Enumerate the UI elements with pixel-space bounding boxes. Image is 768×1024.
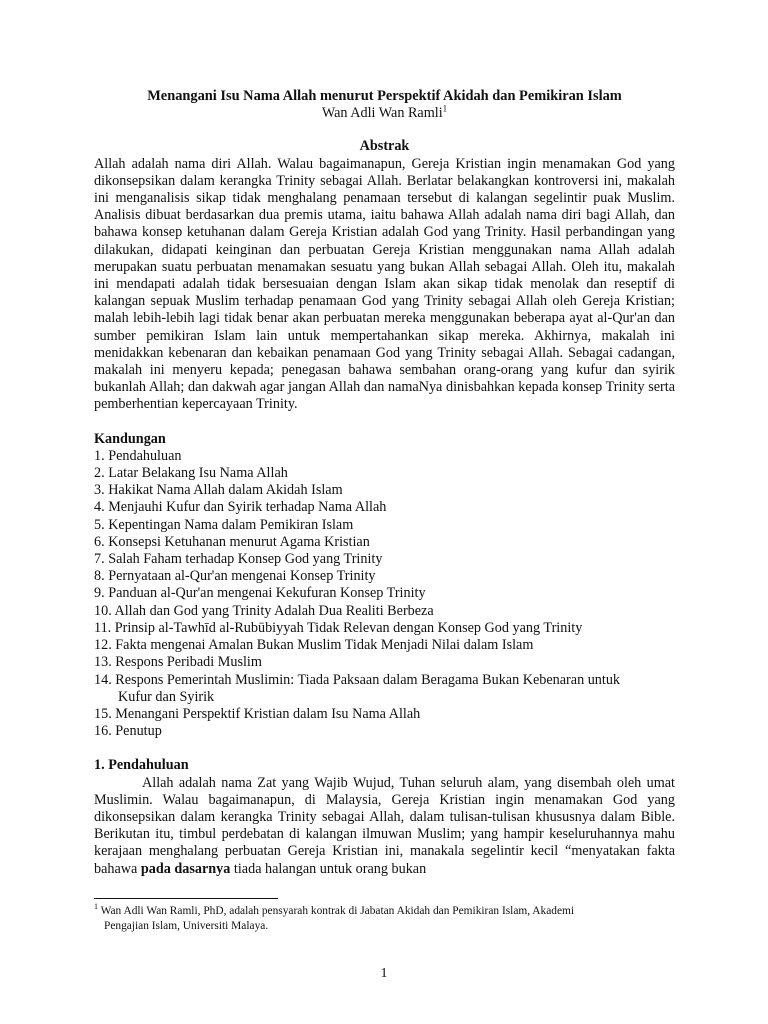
footnote-text: Wan Adli Wan Ramli, PhD, adalah pensyarah kontrak di Jabatan Akidah dan Pemikiran Islam, Akademi xyxy=(100,905,575,917)
footnote-line-1 xyxy=(94,904,675,919)
contents-item: 8. Pernyataan al-Qur'an mengenai Konsep Trinity xyxy=(94,568,376,585)
footnote xyxy=(94,904,675,934)
contents-item-14-text: 14. Respons Pemerintah Muslimin: Tiada Paksaan dalam Beragama Bukan Kebenaran untuk xyxy=(94,671,621,688)
author-name: Wan Adli Wan Ramli xyxy=(321,105,443,122)
footnote-divider xyxy=(94,898,278,899)
section-1-heading: 1. Pendahuluan xyxy=(94,757,189,774)
contents-item: 10. Allah dan God yang Trinity Adalah Dua Realiti Berbeza xyxy=(94,602,434,619)
contents-item-14-continuation: Kufur dan Syirik xyxy=(118,688,215,705)
contents-list xyxy=(94,448,675,740)
contents-heading: Kandungan xyxy=(94,430,166,447)
section-1-paragraph xyxy=(94,775,675,878)
author-line xyxy=(94,105,675,122)
contents-item: 5. Kepentingan Nama dalam Pemikiran Islam xyxy=(94,516,354,533)
document-title: Menangani Isu Nama Allah menurut Perspektif Akidah dan Pemikiran Islam xyxy=(147,88,622,104)
footnote-line-2: Pengajian Islam, Universiti Malaya. xyxy=(104,920,269,932)
contents-item: 3. Hakikat Nama Allah dalam Akidah Islam xyxy=(94,482,343,499)
footnote-mark: 1 xyxy=(94,902,98,912)
section-1-text: Allah adalah nama Zat yang Wajib Wujud, Tuhan seluruh alam, yang disembah oleh umat Muslimin. Walau bagaimanapun, di Malaysia, Gereja Kristian ingin menamakan God yang dikonsepsikan dalam kerangka Trinity sebagai Allah, dalam tulisan-tulisan khususnya dalam Bible. Berikutan itu, timbul perdebatan di kalangan ilmuwan Muslim; yang hampir keseluruhannya mahu kerajaan menghalang perbuatan Gereja Kristian ini, manakala segelintir kecil “menyatakan fakta bahawa xyxy=(94,774,675,877)
contents-item: 2. Latar Belakang Isu Nama Allah xyxy=(94,465,288,482)
contents-item: 4. Menjauhi Kufur dan Syirik terhadap Nama Allah xyxy=(94,499,387,516)
document-page xyxy=(94,88,675,878)
contents-item: 16. Penutup xyxy=(94,723,162,740)
contents-item: 12. Fakta mengenai Amalan Bukan Muslim Tidak Menjadi Nilai dalam Islam xyxy=(94,637,534,654)
contents-item: 13. Respons Peribadi Muslim xyxy=(94,654,262,671)
contents-item: 11. Prinsip al-Tawhīd al-Rubūbiyyah Tidak Relevan dengan Konsep God yang Trinity xyxy=(94,619,583,636)
contents-item: 9. Panduan al-Qur'an mengenai Kekufuran Konsep Trinity xyxy=(94,585,426,602)
abstract-text: Allah adalah nama diri Allah. Walau bagaimanapun, Gereja Kristian ingin menamakan God yang dikonsepsikan dalam kerangka Trinity sebagai Allah. Berlatar belakangkan kontroversi ini, makalah ini menganalisis sikap tidak menghalang penamaan tersebut di kalangan segelintir puak Muslim. Analisis dibuat berdasarkan dua premis utama, iaitu bahawa Allah adalah nama diri bagi Allah, dan bahawa konsep ketuhanan dalam Gereja Kristian adalah God yang Trinity. Hasil perbandingan yang dilakukan, didapati keinginan dan perbuatan Gereja Kristian menggunakan nama Allah adalah merupakan suatu perbuatan menamakan sesuatu yang bukan Allah sebagai Allah. Oleh itu, makalah ini mendapati adalah tidak bersesuaian dengan Islam akan sikap tidak menolak dan reseptif di kalangan sepuak Muslim terhadap penamaan God yang Trinity sebagai Allah oleh Gereja Kristian; malah lebih-lebih lagi tidak benar akan perbuatan mereka menggunakan beberapa ayat al-Qur'an dan sumber pemikiran Islam lain untuk mempertahankan sikap mereka. Akhirnya, makalah ini menidakkan kebenaran dan kebaikan penamaan God yang Trinity sebagai Allah. Sebagai cadangan, makalah ini menyeru kepada; penegasan bahawa sembahan orang-orang yang kufur dan syirik bukanlah Allah; dan dakwah agar jangan Allah dan namaNya dinisbahkan kepada konsep Trinity serta pemberhentian kepercayaan Trinity. xyxy=(94,155,675,413)
contents-item: 6. Konsepsi Ketuhanan menurut Agama Kristian xyxy=(94,533,370,550)
contents-item xyxy=(94,672,675,706)
author-footnote-mark: 1 xyxy=(442,103,448,114)
abstract-heading: Abstrak xyxy=(359,138,410,155)
contents-item: 15. Menangani Perspektif Kristian dalam Isu Nama Allah xyxy=(94,705,421,722)
contents-item: 7. Salah Faham terhadap Konsep God yang Trinity xyxy=(94,551,383,568)
section-1-bold-text: pada dasarnya xyxy=(140,860,231,877)
contents-item: 1. Pendahuluan xyxy=(94,447,182,464)
section-1-text-end: tiada halangan untuk orang bukan xyxy=(230,860,427,877)
page-number: 1 xyxy=(380,966,388,981)
